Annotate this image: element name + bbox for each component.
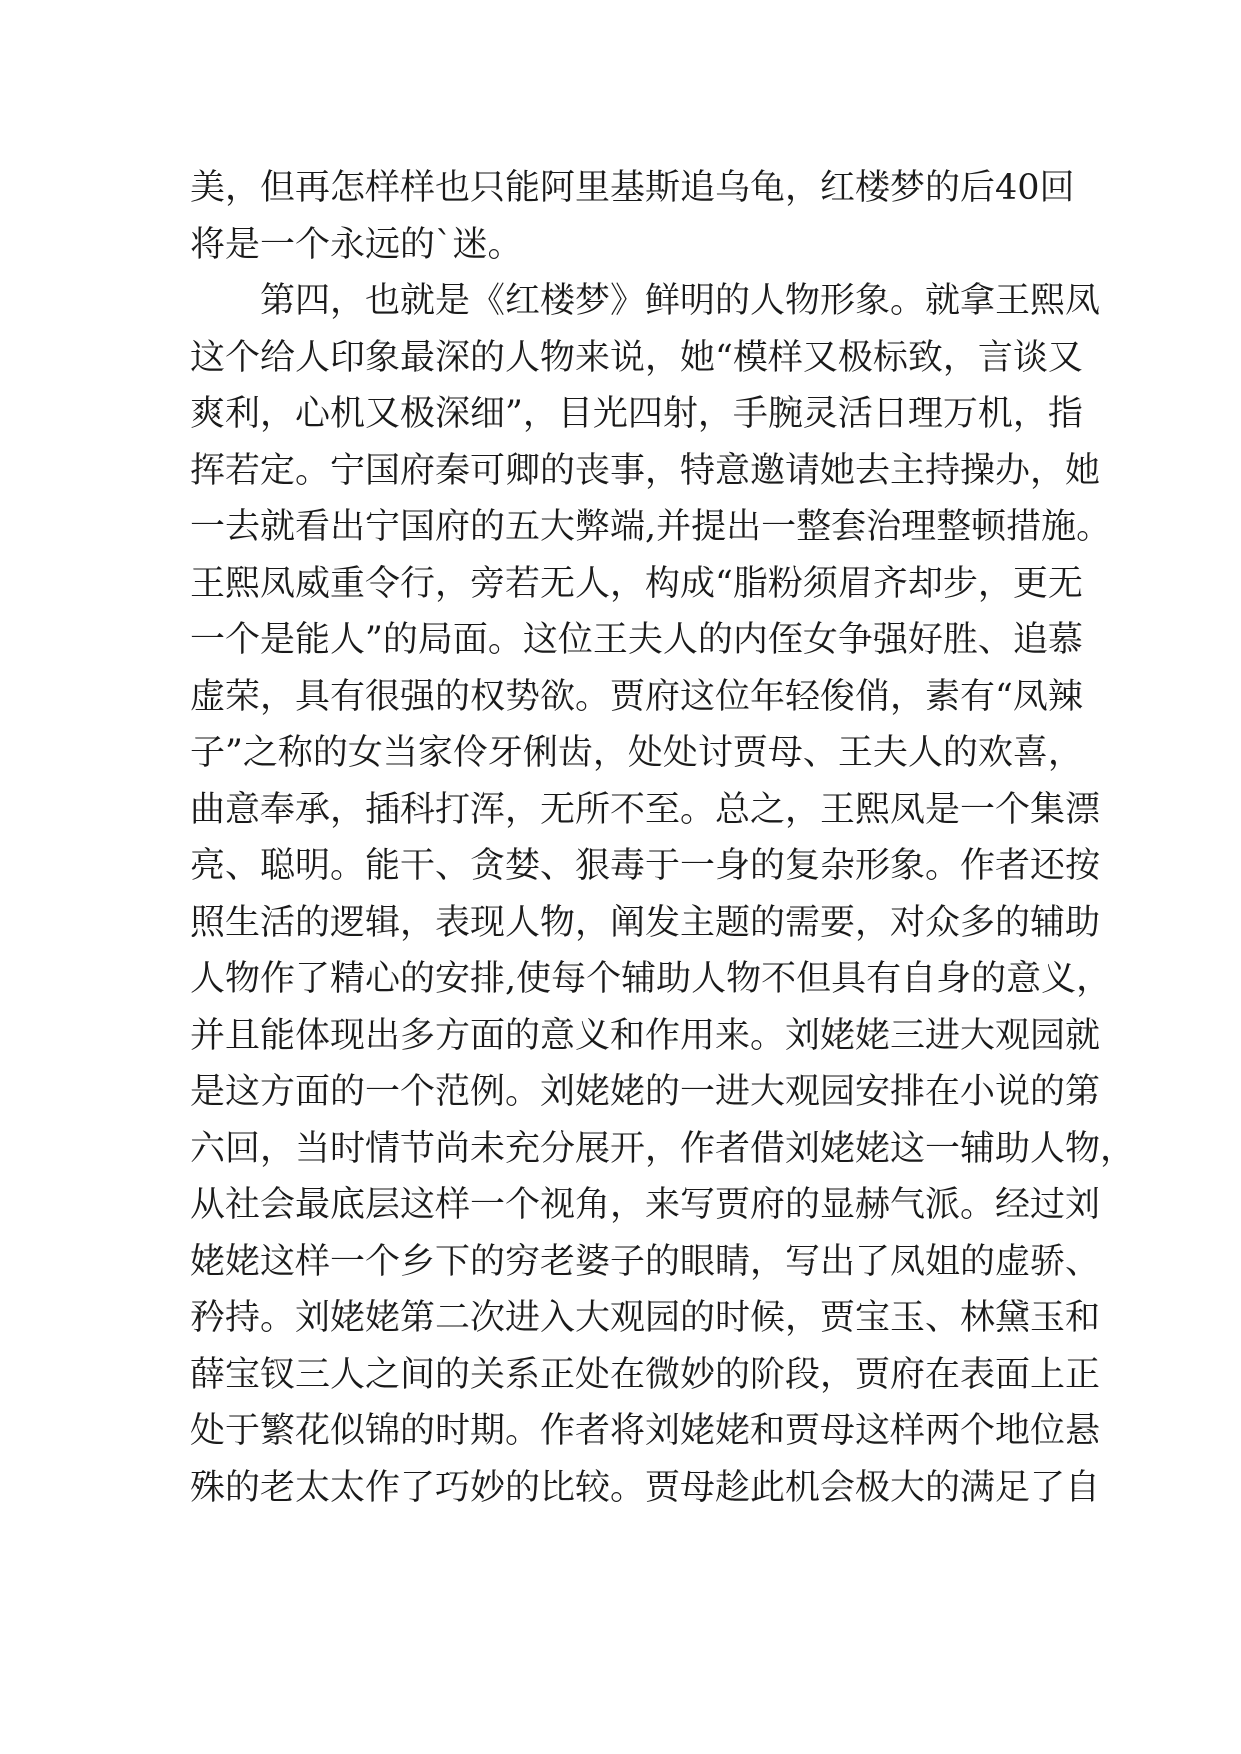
text-line: 并且能体现出多方面的意义和作用来。刘姥姥三进大观园就	[190, 1015, 1101, 1056]
text-line: 挥若定。宁国府秦可卿的丧事，特意邀请她去主持操办，她	[190, 450, 1101, 491]
text-line: 处于繁花似锦的时期。作者将刘姥姥和贾母这样两个地位悬	[190, 1411, 1101, 1451]
text-line: 子”之称的女当家伶牙俐齿，处处讨贾母、王夫人的欢喜，	[190, 733, 1083, 773]
text-line: 从社会最底层这样一个视角，来写贾府的显赫气派。经过刘	[190, 1185, 1101, 1225]
text-line: 爽利，心机又极深细”，目光四射，手腕灵活日理万机，指	[190, 394, 1083, 434]
text-line: 殊的老太太作了巧妙的比较。贾母趁此机会极大的满足了自	[190, 1467, 1101, 1508]
body-text	[190, 160, 1136, 1516]
text-line: 六回，当时情节尚未充分展开，作者借刘姥姥这一辅助人物，	[190, 1128, 1136, 1169]
text-line: 曲意奉承，插科打浑，无所不至。总之，王熙凤是一个集漂	[190, 789, 1101, 830]
text-line: 一个是能人”的局面。这位王夫人的内侄女争强好胜、追慕	[190, 620, 1083, 660]
text-line: 照生活的逻辑，表现人物，阐发主题的需要，对众多的辅助	[190, 902, 1101, 943]
text-line: 矜持。刘姥姥第二次进入大观园的时候，贾宝玉、林黛玉和	[190, 1298, 1101, 1338]
text-line: 姥姥这样一个乡下的穷老婆子的眼睛，写出了凤姐的虚骄、	[190, 1241, 1101, 1282]
text-line: 人物作了精心的安排,使每个辅助人物不但具有自身的意义，	[190, 959, 1112, 999]
text-line: 第四，也就是《红楼梦》鲜明的人物形象。就拿王熙凤	[190, 281, 1101, 321]
text-line: 美，但再怎样样也只能阿里基斯追乌龟，红楼梦的后40回	[190, 168, 1075, 208]
text-line: 薛宝钗三人之间的关系正处在微妙的阶段，贾府在表面上正	[190, 1354, 1101, 1395]
text-line: 是这方面的一个范例。刘姥姥的一进大观园安排在小说的第	[190, 1072, 1101, 1112]
text-line: 将是一个永远的`迷。	[190, 224, 523, 265]
text-line: 亮、聪明。能干、贪婪、狠毒于一身的复杂形象。作者还按	[190, 846, 1101, 886]
text-line: 一去就看出宁国府的五大弊端,并提出一整套治理整顿措施。	[190, 507, 1112, 547]
text-line: 虚荣，具有很强的权势欲。贾府这位年轻俊俏，素有“凤辣	[190, 676, 1083, 717]
text-line: 王熙凤威重令行，旁若无人，构成“脂粉须眉齐却步，更无	[190, 563, 1083, 604]
text-line: 这个给人印象最深的人物来说，她“模样又极标致，言谈又	[190, 337, 1083, 378]
